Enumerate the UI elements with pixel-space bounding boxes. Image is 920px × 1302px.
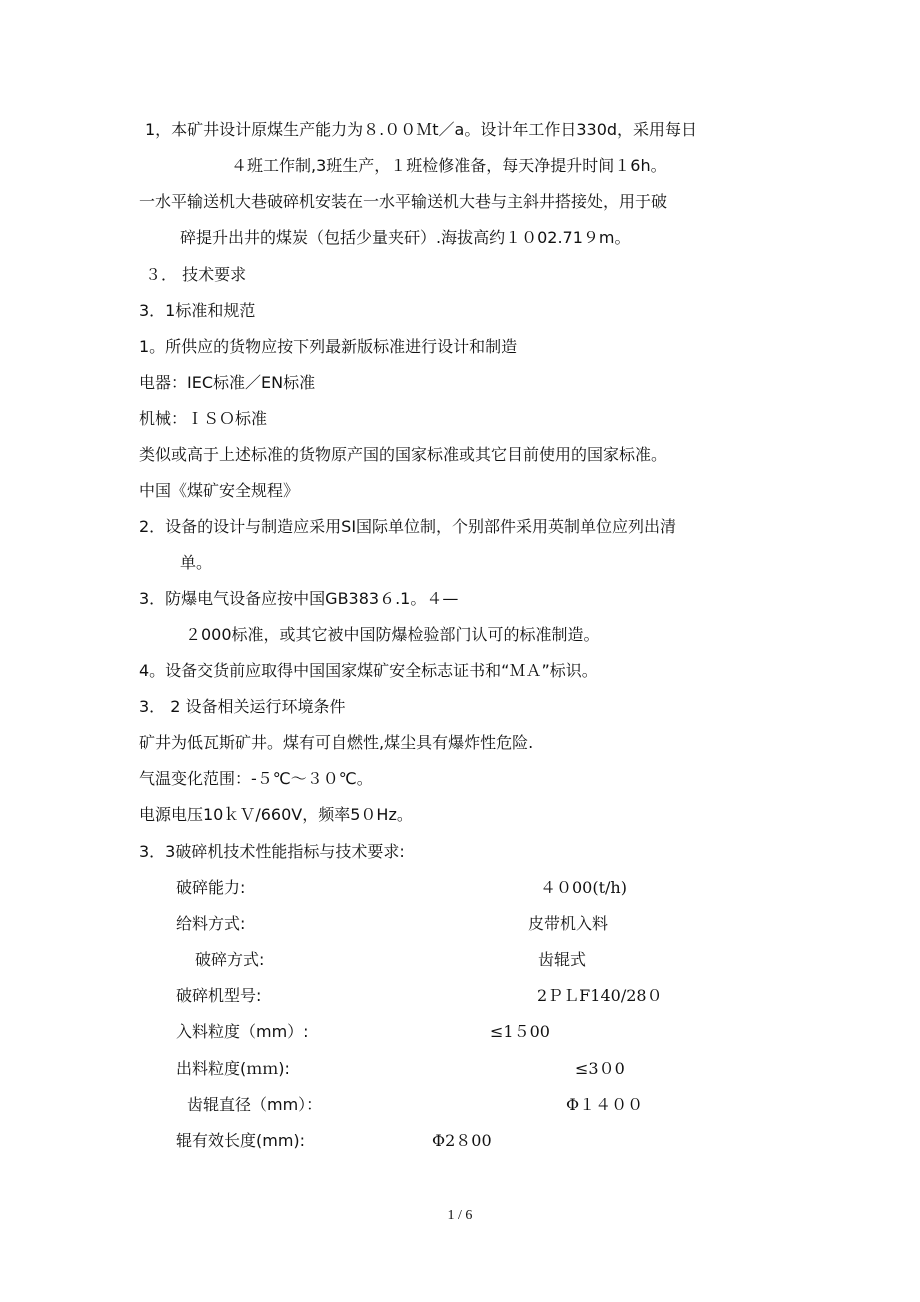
standard-electrical: 电器：IEC标准／EN标准 bbox=[139, 373, 316, 392]
spec-value: ≤1５00 bbox=[490, 1022, 550, 1041]
spec-label: 破碎方式: bbox=[195, 950, 265, 969]
spec-value: ≤3０0 bbox=[575, 1059, 625, 1078]
spec-value: Φ2８00 bbox=[432, 1131, 492, 1150]
section-heading-standards: 3．1标准和规范 bbox=[139, 301, 256, 320]
spec-value: 齿辊式 bbox=[538, 950, 587, 969]
standard-coal-mine-safety: 中国《煤矿安全规程》 bbox=[139, 481, 300, 500]
item-4-safety-certificate: 4。设备交货前应取得中国国家煤矿安全标志证书和“ＭＡ”标识。 bbox=[139, 661, 598, 680]
spec-value: 2ＰＬF140/28０ bbox=[537, 986, 663, 1005]
page-number: 1 / 6 bbox=[447, 1208, 473, 1223]
paragraph-capacity-line2: ４班工作制,3班生产，１班检修准备，每天净提升时间１6h。 bbox=[231, 156, 667, 175]
standard-national: 类似或高于上述标准的货物原产国的国家标准或其它目前使用的国家标准。 bbox=[139, 445, 668, 464]
spec-label: 给料方式: bbox=[176, 914, 246, 933]
environment-temperature-range: 气温变化范围：-５℃～３０℃。 bbox=[139, 769, 373, 788]
spec-label: 出料粒度(ｍｍ): bbox=[176, 1059, 290, 1078]
spec-label: 破碎机型号: bbox=[176, 986, 262, 1005]
spec-label: 齿辊直径（mm）： bbox=[187, 1095, 323, 1114]
section-heading-crusher-specs: 3．3破碎机技术性能指标与技术要求: bbox=[139, 842, 405, 861]
section-heading-environment: 3． 2 设备相关运行环境条件 bbox=[139, 697, 346, 716]
section-heading-technical-requirements: ３． 技术要求 bbox=[145, 265, 247, 284]
spec-value: Φ１４００ bbox=[566, 1095, 644, 1114]
environment-mine-description: 矿井为低瓦斯矿井。煤有可自燃性,煤尘具有爆炸性危险. bbox=[139, 733, 534, 752]
spec-label: 辊有效长度(mm): bbox=[176, 1131, 306, 1150]
spec-label: 破碎能力: bbox=[176, 878, 246, 897]
paragraph-crusher-location-line2: 碎提升出井的煤炭（包括少量夹矸）.海拔高约１０02.71９m。 bbox=[180, 228, 631, 247]
spec-value: 皮带机入料 bbox=[528, 914, 609, 933]
item-2-si-units-line1: 2．设备的设计与制造应采用SI国际单位制，个别部件采用英制单位应列出清 bbox=[139, 517, 677, 536]
item-3-explosion-proof-line1: 3．防爆电气设备应按中国GB383６.1。４— bbox=[139, 589, 459, 608]
spec-value: ４０00(t/h) bbox=[540, 878, 627, 897]
standard-mechanical: 机械：ＩＳＯ标准 bbox=[139, 409, 268, 428]
spec-label: 入料粒度（mm）: bbox=[176, 1022, 309, 1041]
item-2-si-units-line2: 单。 bbox=[180, 553, 213, 572]
item-3-explosion-proof-line2: ２000标准，或其它被中国防爆检验部门认可的标准制造。 bbox=[185, 625, 600, 644]
environment-power-supply: 电源电压10ｋＶ/660V，频率5０Hz。 bbox=[139, 805, 413, 824]
paragraph-capacity-line1: 1，本矿井设计原煤生产能力为８.００Ｍt／a。设计年工作日330d，采用每日 bbox=[145, 120, 698, 139]
item-1-standards: 1。所供应的货物应按下列最新版标准进行设计和制造 bbox=[139, 337, 518, 356]
paragraph-crusher-location-line1: 一水平输送机大巷破碎机安装在一水平输送机大巷与主斜井搭接处，用于破 bbox=[139, 192, 668, 211]
